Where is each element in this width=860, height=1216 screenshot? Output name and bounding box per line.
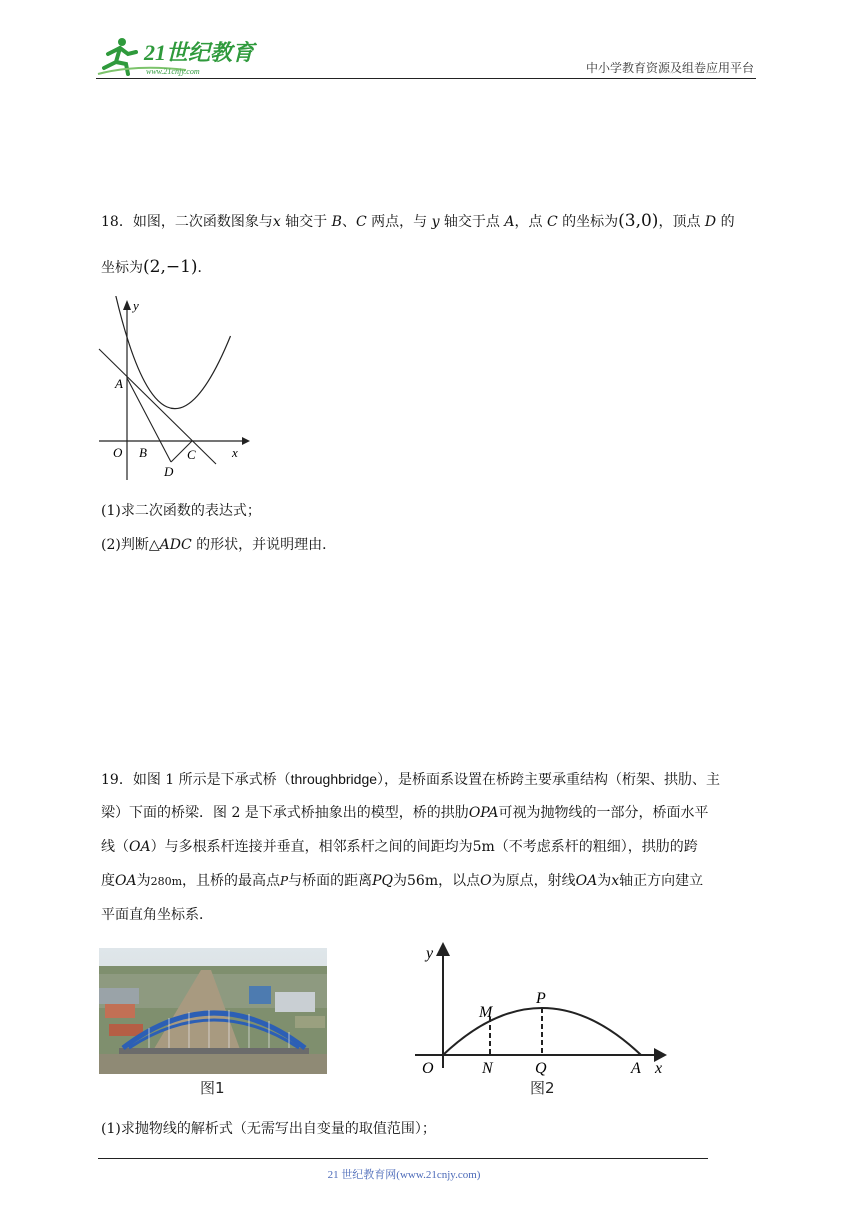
label-o: O: [113, 445, 123, 460]
label-m: M: [479, 1004, 493, 1021]
site-name: 中小学教育资源及组卷应用平台: [585, 61, 754, 75]
q18-parabola-figure: [96, 296, 256, 486]
bridge-photo-image: [99, 948, 327, 1074]
runner-logo-icon: [96, 34, 266, 78]
q19-line-2: 梁）下面的桥梁．图 2 是下承式桥抽象出的模型，桥的拱肋OPA可视为抛物线的一部分，桥面水平: [101, 805, 709, 821]
arch-curve: [443, 1008, 641, 1055]
q19-line-5: 平面直角坐标系．: [101, 907, 213, 923]
label-x: x: [655, 1060, 663, 1076]
label-y: y: [426, 945, 434, 962]
site-logo: [96, 34, 266, 78]
fig1-caption: 图1: [200, 1079, 225, 1097]
label-a: A: [115, 376, 123, 391]
q19-line-4: 度OA为280m，且桥的最高点P与桥面的距离PQ为56m，以点O为原点，射线OA为x轴正方向建立: [101, 873, 704, 889]
label-p: P: [536, 990, 546, 1007]
q18-line-2: 坐标为(2,−1)．: [101, 257, 212, 277]
label-x: x: [232, 445, 238, 460]
logo-url: www.21cnjy.com: [146, 67, 200, 76]
q18-line-1: 18．如图，二次函数图象与x 轴交于 B、C 两点，与 y 轴交于点 A，点 C 的坐标为(3,0)，顶点 D 的: [101, 211, 735, 231]
label-y: y: [133, 298, 139, 313]
fig2-caption: 图2: [530, 1079, 555, 1097]
logo-text: 21世纪教育: [144, 40, 255, 65]
header-divider: [96, 78, 756, 79]
label-n: N: [482, 1060, 493, 1076]
q19-line-3: 线（OA）与多根系杆连接并垂直，相邻系杆之间的间距均为5m（不考虑系杆的粗细），拱肋的跨: [101, 839, 698, 855]
q19-part-1: (1)求抛物线的解析式（无需写出自变量的取值范围）；: [101, 1121, 436, 1137]
line-ad: [127, 378, 171, 462]
label-d: D: [164, 464, 174, 479]
label-q: Q: [535, 1060, 547, 1076]
footer-divider: [98, 1158, 708, 1159]
bridge-photo: [99, 948, 327, 1074]
q18-part-2: (2)判断△ADC 的形状，并说明理由．: [101, 537, 337, 553]
q19-line-1: 19．如图 1 所示是下承式桥（throughbridge），是桥面系设置在桥跨主要承重结构（桁架、拱肋、主: [101, 771, 721, 788]
label-c: C: [187, 447, 196, 462]
q18-part-1: (1)求二次函数的表达式；: [101, 503, 261, 519]
footer-link[interactable]: 21 世纪教育网(www.21cnjy.com): [327, 1169, 481, 1181]
q19-arch-figure: [412, 940, 672, 1076]
parabola-curve: [113, 296, 231, 409]
label-o: O: [422, 1060, 434, 1076]
label-a: A: [631, 1060, 641, 1076]
label-b: B: [139, 445, 147, 460]
